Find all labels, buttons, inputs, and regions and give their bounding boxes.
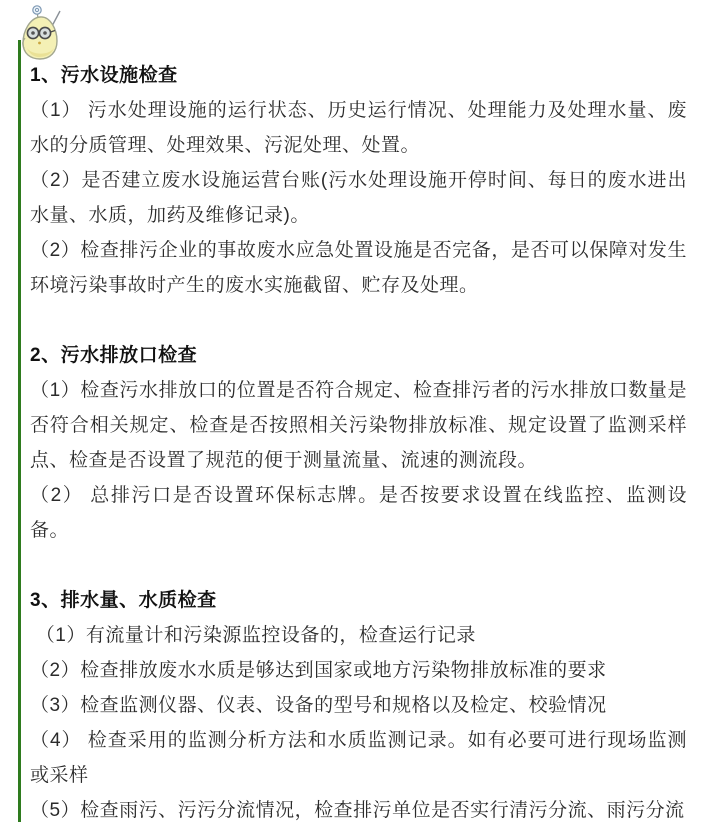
inspection-item: （1） 污水处理设施的运行状态、历史运行情况、处理能力及处理水量、废水的分质管理、处理效果、污泥处理、处置。 [30, 100, 687, 156]
section-heading: 1、污水设施检查 [30, 65, 178, 86]
inspection-item: （3）检查监测仪器、仪表、设备的型号和规格以及检定、校验情况 [30, 695, 607, 716]
section-sewage-facility-inspection [30, 58, 687, 303]
section-drainage-water-quality-inspection [30, 583, 687, 828]
inspection-item: （4） 检查采用的监测分析方法和水质监测记录。如有必要可进行现场监测或采样 [30, 730, 687, 786]
inspection-item: （2）检查排污企业的事故废水应急处置设施是否完备，是否可以保障对发生环境污染事故时产生的废水实施截留、贮存及处理。 [30, 240, 687, 296]
section-heading: 3、排水量、水质检查 [30, 590, 217, 611]
inspection-item: （1）检查污水排放口的位置是否符合规定、检查排污者的污水排放口数量是否符合相关规定、检查是否按照相关污染物排放标准、规定设置了监测采样点、检查是否设置了规范的便于测量流量、流速的测流段。 [30, 380, 687, 471]
chick-mascot-icon [15, 4, 65, 64]
section-heading: 2、污水排放口检查 [30, 345, 198, 366]
content-box [18, 40, 713, 822]
inspection-item: （2）是否建立废水设施运营台账(污水处理设施开停时间、每日的废水进出水量、水质，加药及维修记录)。 [30, 170, 687, 226]
inspection-item: （2）检查排放废水水质是够达到国家或地方污染物排放标准的要求 [30, 660, 607, 681]
inspection-item: （1）有流量计和污染源监控设备的，检查运行记录 [30, 625, 476, 646]
inspection-item: （2） 总排污口是否设置环保标志牌。是否按要求设置在线监控、监测设备。 [30, 485, 687, 541]
inspection-item: （5）检查雨污、污污分流情况，检查排污单位是否实行清污分流、雨污分流 [30, 800, 685, 821]
section-sewage-outlet-inspection [30, 338, 687, 548]
